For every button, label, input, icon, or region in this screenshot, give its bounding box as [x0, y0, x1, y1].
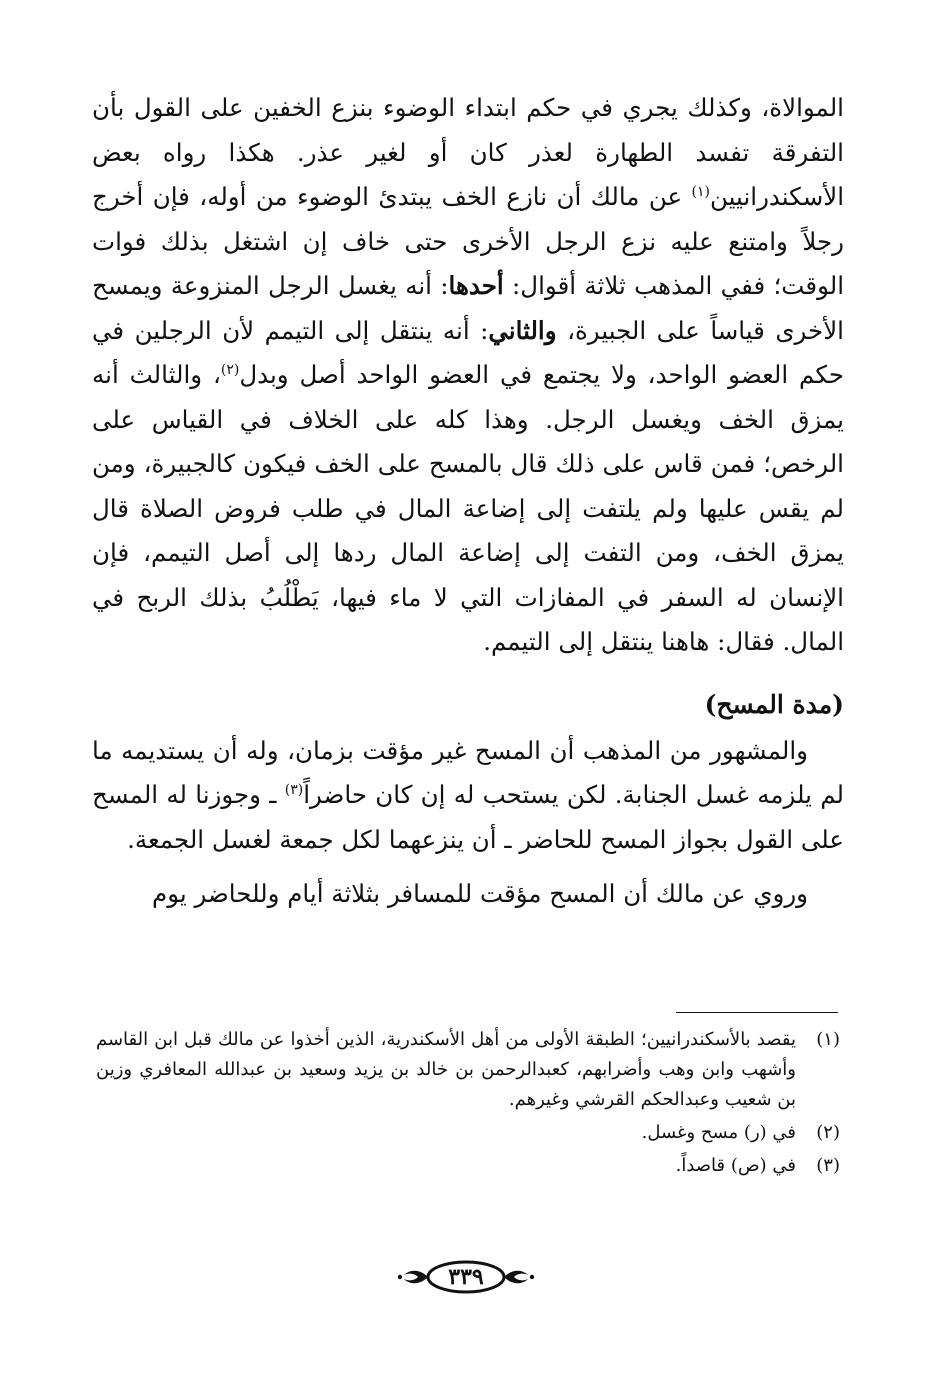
bold-term-second: والثاني: [488, 315, 557, 345]
footnote-text: يقصد بالأسكندرانيين؛ الطبقة الأولى من أهل الأسكندرية، الذين أخذوا عن مالك قبل ابن القاسم وأشهب وابن وهب وأضرابهم، كعبدالرحمن بن خالد بن يزيد وسعيد بن عبدالله المعافري وزين بن شعيب وعبدالحكم القرشي وغيرهم.: [96, 1029, 796, 1110]
footnote-text: في (ص) قاصداً.: [675, 1155, 796, 1176]
page-number: ٣٣٩: [448, 1264, 484, 1290]
paragraph-3: [92, 872, 844, 917]
paragraph-1-part-1: الموالاة، وكذلك يجري في حكم ابتداء الوضوء بنزع الخفين على القول بأن التفرقة تفسد الطهارة لعذر كان أو لغير عذر. هكذا رواه بعض الأسكندرانيين: [92, 93, 844, 211]
footnote-item-2: [96, 1118, 840, 1148]
paragraph-2: [92, 729, 844, 863]
page-number-ornament: [396, 1255, 536, 1299]
paragraph-1-part-4: : أنه ينتقل إلى التيمم لأن الرجلين في حكم العضو الواحد، ولا يجتمع في العضو الواحد أصل وبدل: [92, 315, 844, 389]
footnote-ref-2[interactable]: (٢): [220, 361, 240, 378]
section-heading: (مدة المسح): [704, 689, 844, 719]
paragraph-2-part-2: ـ وجوزنا له المسح على القول بجواز المسح للحاضر ـ أن ينزعهما لكل جمعة لغسل الجمعة.: [92, 780, 844, 854]
paragraph-1-part-2: عن مالك أن نازع الخف يبتدئ الوضوء من أوله، فإن أخرج رجلاً وامتنع عليه نزع الرجل الأخرى حتى خاف إن اشتغل بذلك فوات الوقت؛ ففي المذهب ثلاثة أقوال:: [92, 182, 844, 300]
paragraph-1-part-5: ، والثالث أنه يمزق الخف ويغسل الرجل. وهذا كله على الخلاف في القياس على الرخص؛ فمن قاس على ذلك قال بالمسح على الخف فيكون كالجبيرة، ومن لم يقس عليها ولم يلتفت إلى إضاعة المال في طلب فروض الصلاة قال يمزق الخف، ومن التفت إلى إضاعة المال ردها إلى أصل التيمم، فإن الإنسان له السفر في المفازات التي لا ماء فيها، يَطْلُبُ بذلك الربح في المال. فقال: هاهنا ينتقل إلى التيمم.: [92, 360, 844, 656]
footnote-number: (٣): [816, 1155, 840, 1176]
footnote-ref-3[interactable]: (٣): [284, 781, 304, 798]
main-text: [92, 86, 844, 917]
bold-term-first: أحدها: [448, 271, 504, 300]
paragraph-2-part-1: والمشهور من المذهب أن المسح غير مؤقت بزمان، وله أن يستديمه ما لم يلزمه غسل الجنابة. لكن يستحب له إن كان حاضراً: [92, 735, 844, 809]
paragraph-3-text: وروي عن مالك أن المسح مؤقت للمسافر بثلاثة أيام وللحاضر يوم: [152, 879, 808, 908]
footnotes: [96, 1025, 840, 1184]
paragraph-1: [92, 86, 844, 665]
paragraph-1-part-3: : أنه يغسل الرجل المنزوعة ويمسح الأخرى قياساً على الجبيرة،: [92, 271, 844, 345]
footnote-item-3: [96, 1151, 840, 1181]
footnote-text: في (ر) مسح وغسل.: [641, 1122, 796, 1143]
footnote-item-1: [96, 1025, 840, 1115]
footnote-number: (٢): [816, 1122, 840, 1143]
footnote-ref-1[interactable]: (١): [691, 183, 711, 200]
footnote-number: (١): [816, 1029, 840, 1050]
footnote-divider: [676, 1012, 838, 1013]
